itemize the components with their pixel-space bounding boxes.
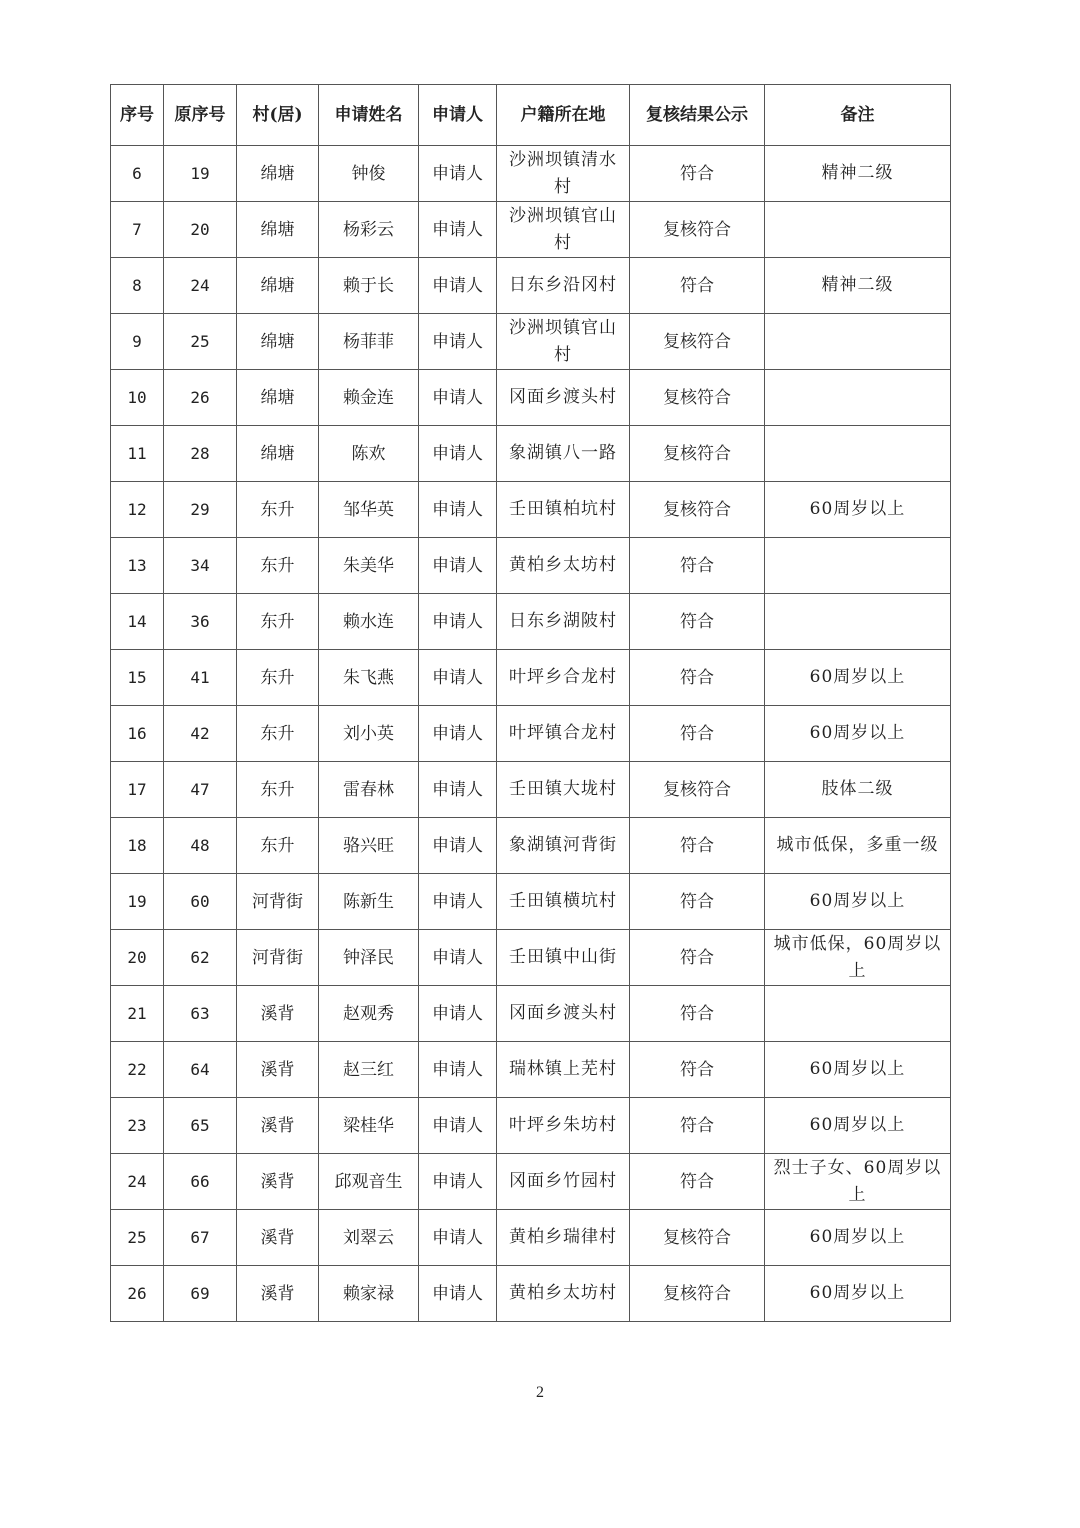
- cell-applicant-name: 邱观音生: [319, 1154, 419, 1210]
- cell-serial-number: 20: [111, 930, 164, 986]
- review-results-table-container: [110, 84, 951, 1322]
- cell-remark: [765, 426, 951, 482]
- cell-village: 东升: [237, 818, 319, 874]
- cell-serial-number: 11: [111, 426, 164, 482]
- cell-residence: 黄柏乡太坊村: [497, 1266, 630, 1322]
- cell-remark: 城市低保，多重一级: [765, 818, 951, 874]
- cell-applicant: 申请人: [419, 258, 497, 314]
- cell-residence: 瑞林镇上芜村: [497, 1042, 630, 1098]
- cell-residence: 日东乡湖陂村: [497, 594, 630, 650]
- cell-review-result: 符合: [630, 1098, 765, 1154]
- cell-remark: 60周岁以上: [765, 1210, 951, 1266]
- cell-review-result: 符合: [630, 986, 765, 1042]
- cell-serial-number: 21: [111, 986, 164, 1042]
- table-header-row: [111, 85, 951, 146]
- cell-original-number: 24: [164, 258, 237, 314]
- table-row: [111, 930, 951, 986]
- cell-village: 绵塘: [237, 258, 319, 314]
- cell-serial-number: 14: [111, 594, 164, 650]
- cell-residence: 沙洲坝镇清水村: [497, 146, 630, 202]
- cell-remark: 60周岁以上: [765, 874, 951, 930]
- cell-applicant: 申请人: [419, 1042, 497, 1098]
- cell-review-result: 符合: [630, 930, 765, 986]
- cell-residence: 冈面乡竹园村: [497, 1154, 630, 1210]
- cell-original-number: 65: [164, 1098, 237, 1154]
- cell-residence: 黄柏乡瑞律村: [497, 1210, 630, 1266]
- cell-review-result: 符合: [630, 650, 765, 706]
- cell-applicant-name: 邹华英: [319, 482, 419, 538]
- header-village: 村(居): [237, 85, 319, 146]
- cell-applicant: 申请人: [419, 146, 497, 202]
- cell-village: 溪背: [237, 1098, 319, 1154]
- cell-applicant-name: 刘翠云: [319, 1210, 419, 1266]
- table-row: [111, 202, 951, 258]
- cell-applicant-name: 刘小英: [319, 706, 419, 762]
- cell-applicant-name: 梁桂华: [319, 1098, 419, 1154]
- cell-remark: [765, 202, 951, 258]
- cell-serial-number: 18: [111, 818, 164, 874]
- cell-residence: 日东乡沿冈村: [497, 258, 630, 314]
- cell-review-result: 复核符合: [630, 314, 765, 370]
- cell-village: 东升: [237, 762, 319, 818]
- header-applicant: 申请人: [419, 85, 497, 146]
- cell-original-number: 29: [164, 482, 237, 538]
- table-row: [111, 538, 951, 594]
- cell-village: 溪背: [237, 986, 319, 1042]
- cell-applicant: 申请人: [419, 986, 497, 1042]
- header-applicant-name: 申请姓名: [319, 85, 419, 146]
- header-serial-number: 序号: [111, 85, 164, 146]
- cell-village: 东升: [237, 594, 319, 650]
- cell-review-result: 复核符合: [630, 370, 765, 426]
- cell-village: 绵塘: [237, 426, 319, 482]
- cell-original-number: 62: [164, 930, 237, 986]
- table-row: [111, 1266, 951, 1322]
- table-row: [111, 482, 951, 538]
- cell-applicant-name: 赖金连: [319, 370, 419, 426]
- cell-applicant: 申请人: [419, 538, 497, 594]
- cell-serial-number: 19: [111, 874, 164, 930]
- cell-applicant: 申请人: [419, 930, 497, 986]
- cell-residence: 冈面乡渡头村: [497, 370, 630, 426]
- cell-applicant: 申请人: [419, 762, 497, 818]
- cell-applicant: 申请人: [419, 1266, 497, 1322]
- cell-residence: 叶坪镇合龙村: [497, 706, 630, 762]
- cell-village: 绵塘: [237, 314, 319, 370]
- cell-original-number: 36: [164, 594, 237, 650]
- cell-village: 溪背: [237, 1154, 319, 1210]
- page-number: 2: [536, 1384, 544, 1401]
- cell-applicant-name: 赵三红: [319, 1042, 419, 1098]
- cell-applicant-name: 赖于长: [319, 258, 419, 314]
- cell-applicant: 申请人: [419, 1210, 497, 1266]
- cell-residence: 沙洲坝镇官山村: [497, 202, 630, 258]
- table-row: [111, 762, 951, 818]
- cell-applicant-name: 钟俊: [319, 146, 419, 202]
- table-row: [111, 1098, 951, 1154]
- review-results-table: [110, 84, 951, 1322]
- cell-applicant-name: 钟泽民: [319, 930, 419, 986]
- cell-serial-number: 25: [111, 1210, 164, 1266]
- cell-remark: 60周岁以上: [765, 1266, 951, 1322]
- table-row: [111, 986, 951, 1042]
- header-remarks: 备注: [765, 85, 951, 146]
- cell-remark: 肢体二级: [765, 762, 951, 818]
- cell-village: 河背街: [237, 874, 319, 930]
- cell-serial-number: 26: [111, 1266, 164, 1322]
- table-row: [111, 258, 951, 314]
- cell-original-number: 64: [164, 1042, 237, 1098]
- cell-village: 绵塘: [237, 146, 319, 202]
- cell-original-number: 25: [164, 314, 237, 370]
- cell-applicant-name: 陈欢: [319, 426, 419, 482]
- table-row: [111, 594, 951, 650]
- cell-applicant-name: 杨彩云: [319, 202, 419, 258]
- cell-residence: 象湖镇八一路: [497, 426, 630, 482]
- cell-serial-number: 23: [111, 1098, 164, 1154]
- cell-applicant: 申请人: [419, 706, 497, 762]
- cell-remark: 60周岁以上: [765, 706, 951, 762]
- cell-review-result: 复核符合: [630, 762, 765, 818]
- cell-applicant-name: 陈新生: [319, 874, 419, 930]
- cell-village: 绵塘: [237, 202, 319, 258]
- cell-original-number: 28: [164, 426, 237, 482]
- cell-review-result: 复核符合: [630, 426, 765, 482]
- cell-applicant: 申请人: [419, 650, 497, 706]
- cell-serial-number: 17: [111, 762, 164, 818]
- cell-applicant-name: 杨菲菲: [319, 314, 419, 370]
- cell-review-result: 复核符合: [630, 202, 765, 258]
- cell-review-result: 符合: [630, 538, 765, 594]
- cell-applicant: 申请人: [419, 314, 497, 370]
- cell-village: 东升: [237, 706, 319, 762]
- cell-residence: 黄柏乡太坊村: [497, 538, 630, 594]
- cell-original-number: 19: [164, 146, 237, 202]
- header-original-number: 原序号: [164, 85, 237, 146]
- cell-remark: 60周岁以上: [765, 482, 951, 538]
- cell-village: 溪背: [237, 1042, 319, 1098]
- cell-review-result: 符合: [630, 874, 765, 930]
- cell-serial-number: 6: [111, 146, 164, 202]
- cell-applicant: 申请人: [419, 1154, 497, 1210]
- header-residence: 户籍所在地: [497, 85, 630, 146]
- table-row: [111, 314, 951, 370]
- cell-residence: 壬田镇大垅村: [497, 762, 630, 818]
- cell-serial-number: 16: [111, 706, 164, 762]
- table-row: [111, 650, 951, 706]
- cell-applicant-name: 雷春林: [319, 762, 419, 818]
- cell-village: 东升: [237, 538, 319, 594]
- cell-remark: 精神二级: [765, 146, 951, 202]
- cell-remark: [765, 370, 951, 426]
- cell-review-result: 复核符合: [630, 482, 765, 538]
- cell-serial-number: 22: [111, 1042, 164, 1098]
- cell-serial-number: 15: [111, 650, 164, 706]
- cell-village: 溪背: [237, 1266, 319, 1322]
- cell-original-number: 66: [164, 1154, 237, 1210]
- cell-applicant: 申请人: [419, 874, 497, 930]
- table-row: [111, 146, 951, 202]
- cell-applicant: 申请人: [419, 482, 497, 538]
- cell-residence: 壬田镇柏坑村: [497, 482, 630, 538]
- cell-original-number: 34: [164, 538, 237, 594]
- cell-remark: 60周岁以上: [765, 1098, 951, 1154]
- cell-original-number: 63: [164, 986, 237, 1042]
- cell-residence: 沙洲坝镇官山村: [497, 314, 630, 370]
- cell-serial-number: 13: [111, 538, 164, 594]
- cell-remark: 精神二级: [765, 258, 951, 314]
- cell-applicant: 申请人: [419, 202, 497, 258]
- cell-residence: 叶坪乡合龙村: [497, 650, 630, 706]
- cell-serial-number: 9: [111, 314, 164, 370]
- cell-applicant-name: 骆兴旺: [319, 818, 419, 874]
- cell-original-number: 60: [164, 874, 237, 930]
- cell-review-result: 符合: [630, 146, 765, 202]
- cell-applicant-name: 赖家禄: [319, 1266, 419, 1322]
- cell-applicant: 申请人: [419, 370, 497, 426]
- cell-original-number: 47: [164, 762, 237, 818]
- cell-serial-number: 8: [111, 258, 164, 314]
- cell-remark: [765, 594, 951, 650]
- cell-applicant: 申请人: [419, 594, 497, 650]
- cell-applicant-name: 朱美华: [319, 538, 419, 594]
- cell-applicant-name: 朱飞燕: [319, 650, 419, 706]
- cell-residence: 叶坪乡朱坊村: [497, 1098, 630, 1154]
- cell-village: 绵塘: [237, 370, 319, 426]
- table-row: [111, 426, 951, 482]
- table-row: [111, 1210, 951, 1266]
- table-row: [111, 818, 951, 874]
- cell-original-number: 42: [164, 706, 237, 762]
- cell-remark: [765, 538, 951, 594]
- cell-review-result: 符合: [630, 1042, 765, 1098]
- cell-original-number: 48: [164, 818, 237, 874]
- cell-review-result: 符合: [630, 706, 765, 762]
- cell-residence: 壬田镇中山街: [497, 930, 630, 986]
- cell-applicant-name: 赵观秀: [319, 986, 419, 1042]
- cell-serial-number: 12: [111, 482, 164, 538]
- table-row: [111, 874, 951, 930]
- cell-review-result: 复核符合: [630, 1266, 765, 1322]
- cell-residence: 冈面乡渡头村: [497, 986, 630, 1042]
- cell-original-number: 26: [164, 370, 237, 426]
- table-row: [111, 1042, 951, 1098]
- cell-review-result: 复核符合: [630, 1210, 765, 1266]
- cell-village: 溪背: [237, 1210, 319, 1266]
- cell-review-result: 符合: [630, 1154, 765, 1210]
- cell-review-result: 符合: [630, 258, 765, 314]
- cell-applicant: 申请人: [419, 1098, 497, 1154]
- cell-remark: 60周岁以上: [765, 1042, 951, 1098]
- cell-applicant: 申请人: [419, 818, 497, 874]
- cell-review-result: 符合: [630, 818, 765, 874]
- table-row: [111, 370, 951, 426]
- cell-serial-number: 7: [111, 202, 164, 258]
- cell-applicant-name: 赖水连: [319, 594, 419, 650]
- cell-village: 东升: [237, 482, 319, 538]
- cell-residence: 壬田镇横坑村: [497, 874, 630, 930]
- header-review-result: 复核结果公示: [630, 85, 765, 146]
- cell-remark: [765, 986, 951, 1042]
- cell-remark: 城市低保，60周岁以上: [765, 930, 951, 986]
- cell-original-number: 67: [164, 1210, 237, 1266]
- cell-applicant: 申请人: [419, 426, 497, 482]
- cell-original-number: 20: [164, 202, 237, 258]
- cell-serial-number: 24: [111, 1154, 164, 1210]
- cell-village: 东升: [237, 650, 319, 706]
- cell-original-number: 41: [164, 650, 237, 706]
- cell-remark: [765, 314, 951, 370]
- cell-remark: 烈士子女、60周岁以上: [765, 1154, 951, 1210]
- cell-residence: 象湖镇河背街: [497, 818, 630, 874]
- cell-serial-number: 10: [111, 370, 164, 426]
- table-row: [111, 1154, 951, 1210]
- cell-remark: 60周岁以上: [765, 650, 951, 706]
- cell-village: 河背街: [237, 930, 319, 986]
- cell-original-number: 69: [164, 1266, 237, 1322]
- cell-review-result: 符合: [630, 594, 765, 650]
- table-row: [111, 706, 951, 762]
